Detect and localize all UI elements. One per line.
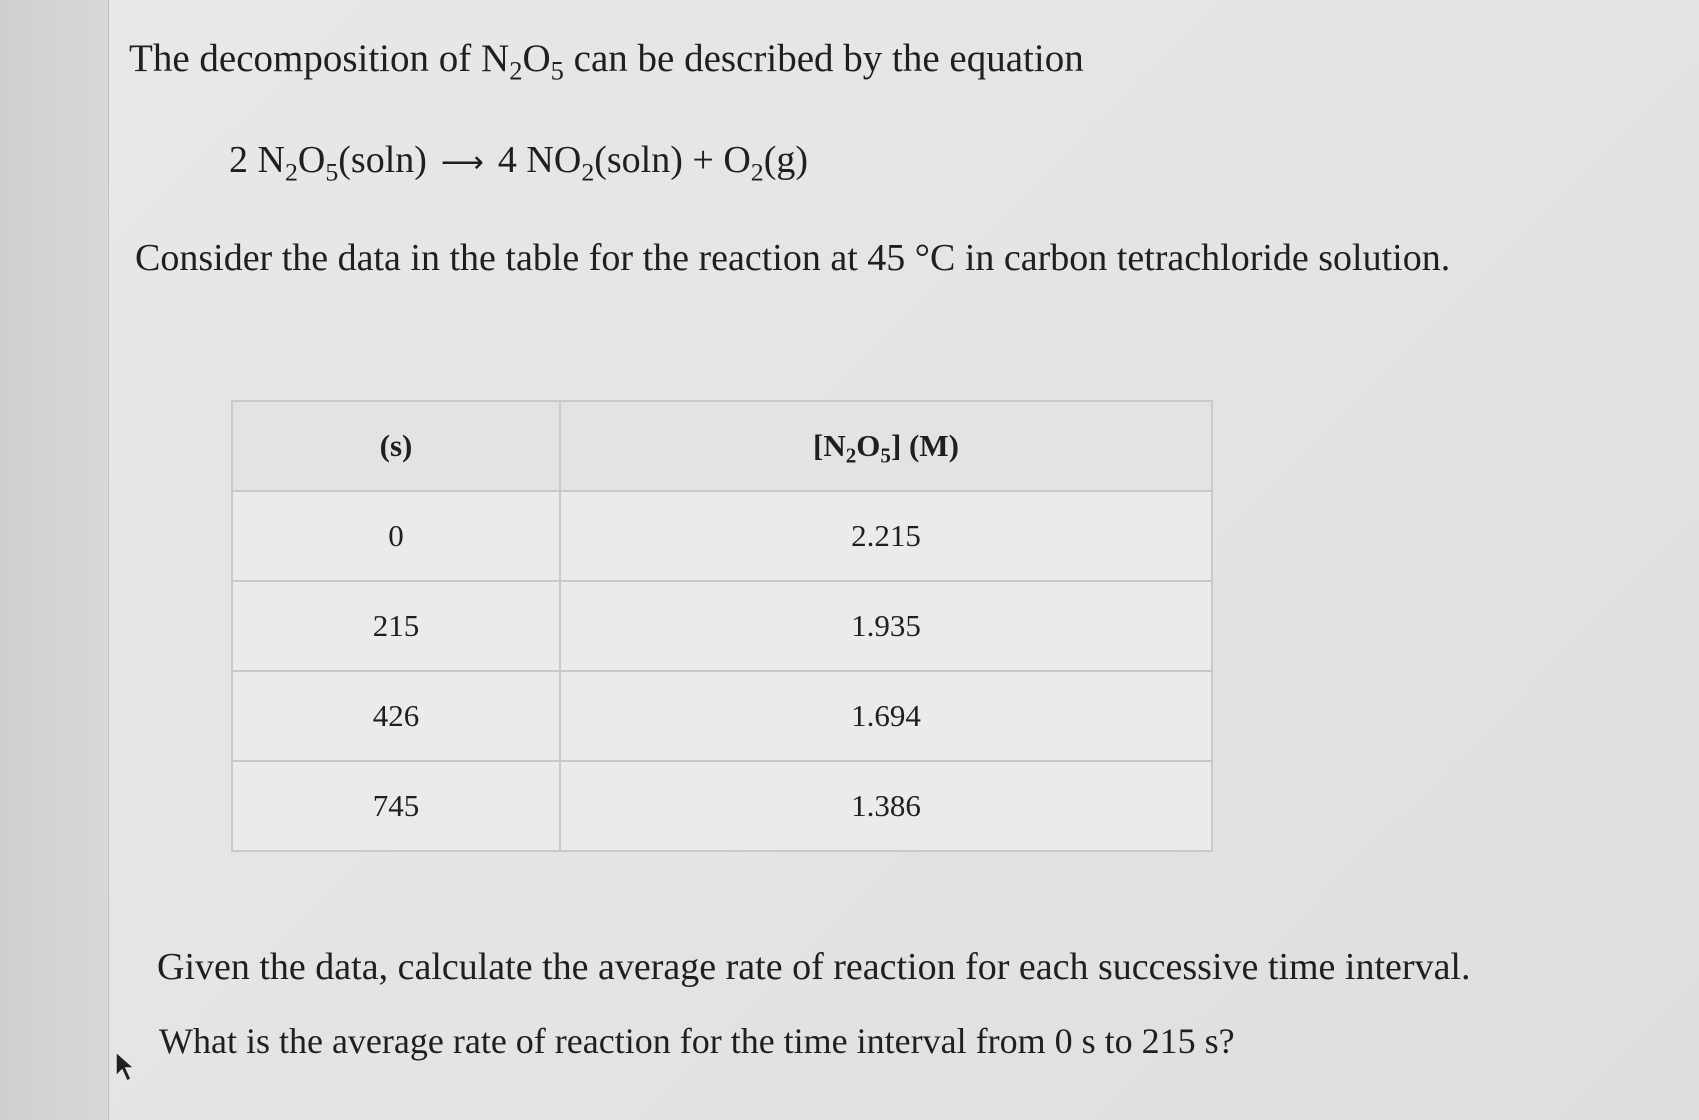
cell-time: 215 [232,581,560,671]
cell-concentration: 1.935 [560,581,1212,671]
intro-text: The decomposition of $N_2O_5$ can be described by the equation [129,37,1084,86]
cell-time: 745 [232,761,560,851]
table-row [232,491,1212,581]
table-header-row [232,401,1212,491]
table-row [232,581,1212,671]
table-row [232,671,1212,761]
left-margin-strip [0,0,109,1120]
table-row [232,761,1212,851]
data-table [231,400,1213,852]
instruction-text: Given the data, calculate the average rate of reaction for each successive time interval. [157,946,1471,988]
header-concentration: $[N_2O_5]$ (M) [560,401,1212,491]
chemical-equation: 2 $N_2O_5(soln)$ ⟶ 4 $NO_2(soln) + O_2(g)$ [229,139,808,187]
header-time: (s) [232,401,560,491]
cell-concentration: 1.694 [560,671,1212,761]
mouse-cursor-icon [112,1050,138,1084]
question-text: What is the average rate of reaction for the time interval from 0 s to 215 s? [159,1021,1235,1061]
reaction-arrow: ⟶ [440,145,484,180]
cell-concentration: 2.215 [560,491,1212,581]
question-content [109,0,1699,1120]
consider-text: Consider the data in the table for the reaction at 45 °C in carbon tetrachloride solution. [135,237,1451,279]
cell-time: 426 [232,671,560,761]
cell-time: 0 [232,491,560,581]
cell-concentration: 1.386 [560,761,1212,851]
